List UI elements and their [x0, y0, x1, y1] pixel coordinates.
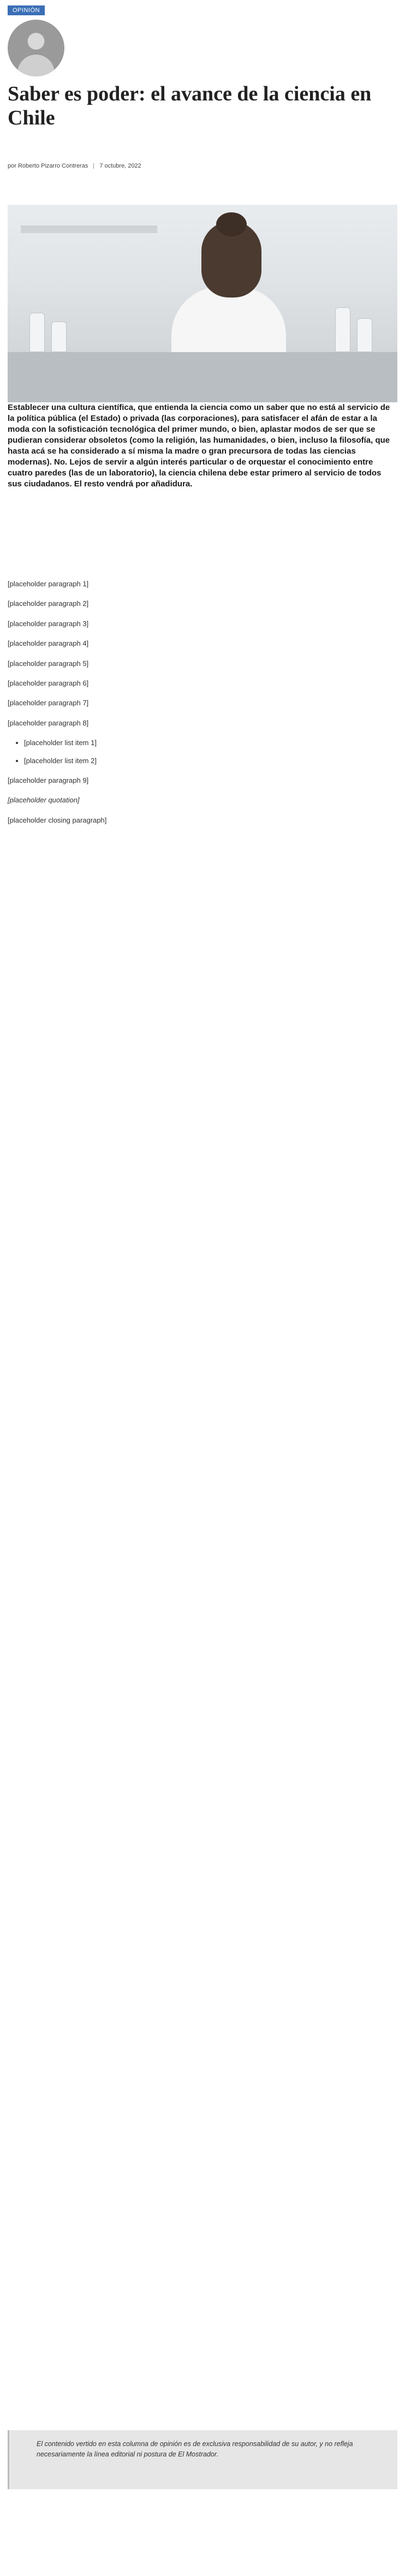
category-badge[interactable]: OPINIÓN [8, 5, 45, 15]
body-paragraph: [placeholder paragraph 9] [8, 776, 89, 785]
byline [8, 163, 141, 169]
hero-scientist-hair-bun [216, 212, 247, 236]
body-paragraph: [placeholder paragraph 2] [8, 599, 89, 608]
publish-date: 7 octubre, 2022 [99, 163, 141, 169]
body-paragraph: [placeholder paragraph 8] [8, 718, 89, 727]
article-lead: Establecer una cultura científica, que entienda la ciencia como un saber que no está al servicio de la política pública (el Estado) o privada (las corporaciones), para satisfacer el afán de estar a la moda con la sofisticación tecnológica del primer mundo, o bien, aplastar modos de ser que se pudieran considerar obsoletos (como la religión, las humanidades, o bien, incluso la filosofía, que hasta acá se ha considerado a sí misma la madre o gran precursora de todas las ciencias modernas). No. Lejos de servir a algún interés particular o de orquestar el conocimiento entre cuatro paredes (las de un laboratorio), la ciencia chilena debe estar primero al servicio de todos sus ciudadanos. El resto vendrá por añadidura. [8, 403, 390, 489]
author-name[interactable]: por Roberto Pizarro Contreras [8, 163, 88, 169]
body-paragraph: [placeholder paragraph 1] [8, 580, 89, 588]
hero-image [8, 205, 397, 402]
author-avatar [8, 20, 64, 76]
body-paragraph: [placeholder paragraph 7] [8, 699, 89, 707]
avatar-silhouette [17, 55, 55, 76]
hero-lab-bench [8, 352, 397, 402]
bullet-item: • [placeholder list item 2] [24, 755, 395, 766]
opinion-disclaimer: El contenido vertido en esta columna de opinión es de exclusiva responsabilidad de su autor, y no refleja necesariamente la línea editorial ni postura de El Mostrador. [8, 2430, 397, 2489]
hero-lab-bottle [335, 307, 350, 352]
hero-lab-shelf [21, 225, 157, 233]
hero-lab-bottle [51, 322, 67, 352]
hero-lab-bottle [29, 313, 45, 352]
body-paragraph: [placeholder paragraph 3] [8, 619, 89, 628]
hero-lab-bottle [357, 318, 372, 352]
body-quote: [placeholder quotation] [8, 796, 80, 805]
bullet-item: • [placeholder list item 1] [24, 737, 395, 748]
article-title: Saber es poder: el avance de la ciencia en Chile [8, 82, 372, 129]
byline-separator [93, 163, 94, 169]
article-body [8, 579, 395, 835]
body-paragraph: [placeholder paragraph 6] [8, 679, 89, 688]
body-paragraph: [placeholder paragraph 4] [8, 639, 89, 648]
closing-paragraph: [placeholder closing paragraph] [8, 816, 107, 824]
body-paragraph: [placeholder paragraph 5] [8, 659, 89, 668]
body-bullet-list [8, 737, 395, 766]
